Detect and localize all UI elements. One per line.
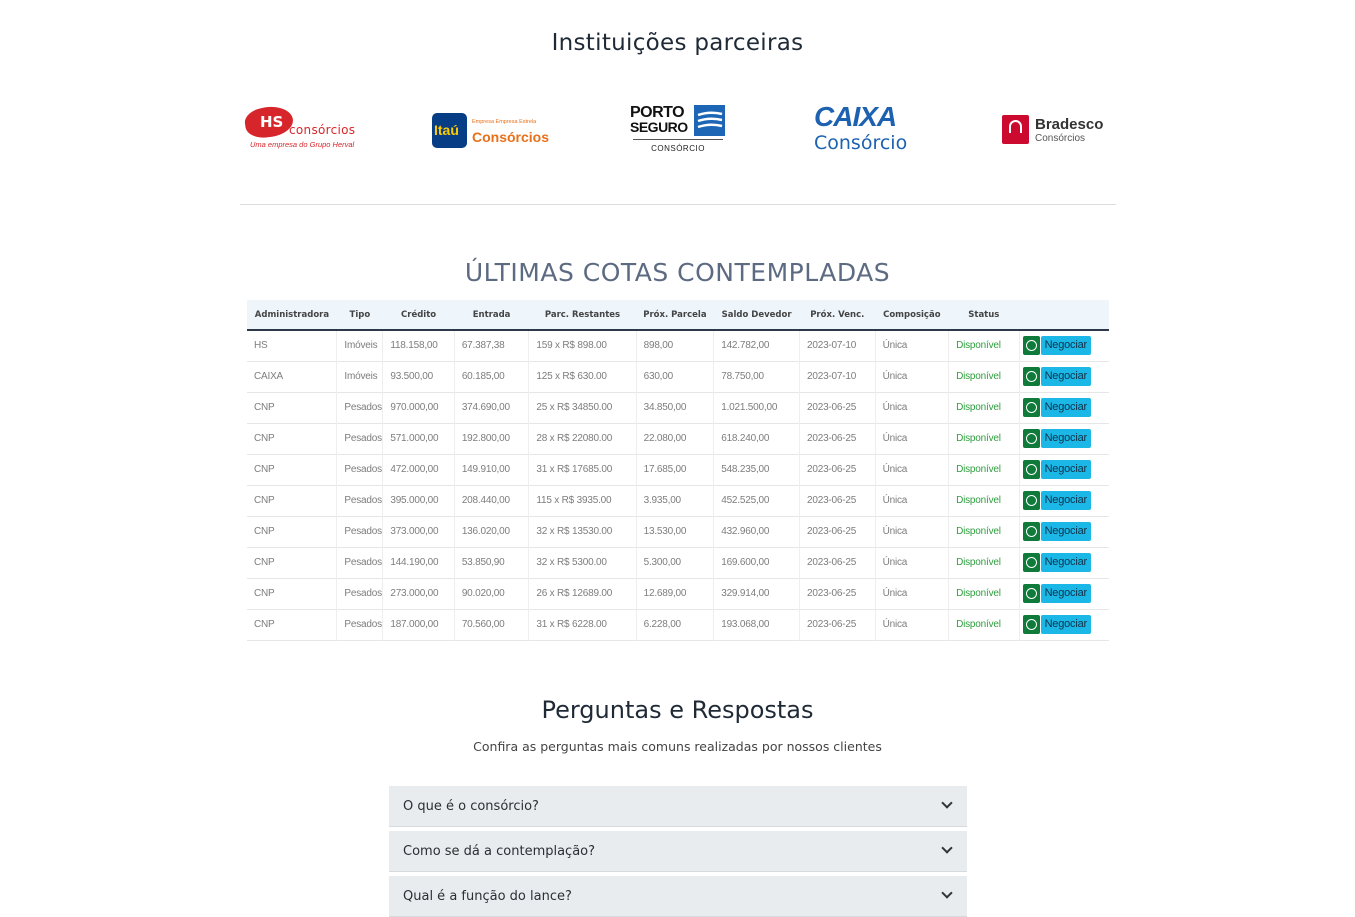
porto-seguro-logo[interactable] [628,95,728,165]
cell-entrada: 53.850,90 [454,547,529,578]
cell-parc-restantes: 25 x R$ 34850.00 [529,392,636,423]
header-prox-parcela: Próx. Parcela [643,309,707,320]
cell-tipo: Pesados [337,423,383,454]
itau-logo-name: Consórcios [472,129,550,145]
faq-item-contemplation[interactable] [389,831,967,872]
cell-prox-parcela: 34.850,00 [636,392,714,423]
whatsapp-icon[interactable] [1023,553,1040,572]
cell-status: Disponível [949,361,1019,392]
negociar-button[interactable]: Negociar [1041,584,1091,603]
cell-credito: 472.000,00 [383,454,454,485]
header-tipo: Tipo [349,309,371,320]
cell-entrada: 149.910,00 [454,454,529,485]
whatsapp-icon[interactable] [1023,491,1040,510]
header-administradora: Administradora [254,309,330,320]
table-row [247,547,1109,578]
cell-saldo-devedor: 329.914,00 [714,578,800,609]
cell-tipo: Imóveis [337,361,383,392]
whatsapp-icon[interactable] [1023,615,1040,634]
faq-subtitle: Confira as perguntas mais comuns realizadas por nossos clientes [473,739,882,754]
cell-parc-restantes: 159 x R$ 898.00 [529,330,636,361]
cell-entrada: 60.185,00 [454,361,529,392]
header-composicao: Composição [883,309,941,320]
cell-administradora: CNP [247,423,337,454]
header-entrada: Entrada [472,309,511,320]
cell-saldo-devedor: 169.600,00 [714,547,800,578]
cell-composicao: Única [875,330,949,361]
cell-parc-restantes: 28 x R$ 22080.00 [529,423,636,454]
cell-administradora: CNP [247,392,337,423]
cell-status: Disponível [949,516,1019,547]
cell-prox-venc: 2023-06-25 [799,609,875,640]
table-row [247,485,1109,516]
cell-parc-restantes: 115 x R$ 3935.00 [529,485,636,516]
itau-consorcios-logo[interactable] [432,95,557,165]
cell-composicao: Única [875,423,949,454]
cell-status: Disponível [949,485,1019,516]
cell-prox-venc: 2023-06-25 [799,423,875,454]
faq-question: Como se dá a contemplação? [403,844,596,859]
caixa-logo-name: CAIXA [814,101,897,132]
cell-credito: 118.158,00 [383,330,454,361]
table-row [247,361,1109,392]
cell-prox-venc: 2023-06-25 [799,485,875,516]
table-row [247,516,1109,547]
table-row [247,423,1109,454]
porto-logo-line2: SEGURO [630,119,688,135]
cell-composicao: Única [875,547,949,578]
table-row [247,454,1109,485]
header-credito: Crédito [401,309,437,320]
cell-saldo-devedor: 142.782,00 [714,330,800,361]
cell-tipo: Pesados [337,392,383,423]
whatsapp-icon[interactable] [1023,336,1040,355]
chevron-down-icon [941,887,952,898]
cell-administradora: CNP [247,516,337,547]
porto-flag-icon [694,105,725,136]
itau-logo-text: Itaú [434,122,459,138]
cell-tipo: Pesados [337,454,383,485]
quotas-title: ÚLTIMAS COTAS CONTEMPLADAS [464,258,891,287]
partner-logos [240,95,1116,165]
itau-logo-mark [432,113,467,148]
cell-prox-venc: 2023-07-10 [799,361,875,392]
header-parc-restantes: Parc. Restantes [544,309,621,320]
cell-administradora: CNP [247,609,337,640]
cell-prox-venc: 2023-07-10 [799,330,875,361]
negociar-button[interactable]: Negociar [1041,367,1091,386]
negociar-button[interactable]: Negociar [1041,460,1091,479]
cell-credito: 373.000,00 [383,516,454,547]
table-row [247,330,1109,361]
cell-prox-parcela: 898,00 [636,330,714,361]
cell-actions [1019,330,1109,361]
header-actions [1019,300,1109,330]
cell-saldo-devedor: 193.068,00 [714,609,800,640]
cell-credito: 571.000,00 [383,423,454,454]
cell-tipo: Pesados [337,547,383,578]
cell-actions [1019,454,1109,485]
negociar-button[interactable]: Negociar [1041,398,1091,417]
cell-prox-venc: 2023-06-25 [799,516,875,547]
cell-parc-restantes: 31 x R$ 6228.00 [529,609,636,640]
cell-saldo-devedor: 548.235,00 [714,454,800,485]
cell-composicao: Única [875,454,949,485]
cell-credito: 187.000,00 [383,609,454,640]
cell-credito: 144.190,00 [383,547,454,578]
cell-status: Disponível [949,330,1019,361]
cell-administradora: CAIXA [247,361,337,392]
section-divider [240,204,1116,205]
faq-item-what-is[interactable] [389,786,967,827]
negociar-button[interactable]: Negociar [1041,615,1091,634]
chevron-down-icon [941,797,952,808]
cell-entrada: 136.020,00 [454,516,529,547]
cell-administradora: CNP [247,547,337,578]
porto-logo-sub: CONSÓRCIO [651,144,705,153]
cell-status: Disponível [949,454,1019,485]
cell-status: Disponível [949,392,1019,423]
cell-actions [1019,361,1109,392]
cell-entrada: 208.440,00 [454,485,529,516]
cell-composicao: Única [875,516,949,547]
cell-saldo-devedor: 1.021.500,00 [714,392,800,423]
cell-status: Disponível [949,578,1019,609]
cell-status: Disponível [949,547,1019,578]
negociar-button[interactable]: Negociar [1041,491,1091,510]
cell-administradora: HS [247,330,337,361]
caixa-consorcio-logo[interactable] [814,95,924,165]
bradesco-consorcios-logo[interactable] [1002,95,1112,165]
cell-parc-restantes: 26 x R$ 12689.00 [529,578,636,609]
cell-entrada: 70.560,00 [454,609,529,640]
table-row [247,578,1109,609]
cell-saldo-devedor: 452.525,00 [714,485,800,516]
whatsapp-icon[interactable] [1023,522,1040,541]
cell-composicao: Única [875,578,949,609]
cell-prox-venc: 2023-06-25 [799,547,875,578]
hs-logo-tagline: Uma empresa do Grupo Herval [250,140,355,149]
cell-prox-venc: 2023-06-25 [799,454,875,485]
cell-saldo-devedor: 618.240,00 [714,423,800,454]
whatsapp-icon[interactable] [1023,584,1040,603]
cell-actions [1019,392,1109,423]
cell-prox-parcela: 5.300,00 [636,547,714,578]
faq-item-bid-function[interactable] [389,876,967,917]
cell-credito: 395.000,00 [383,485,454,516]
negociar-button[interactable]: Negociar [1041,336,1091,355]
cell-composicao: Única [875,609,949,640]
bradesco-logo-name: Bradesco [1035,116,1104,133]
table-header-row [247,300,1109,330]
cell-saldo-devedor: 432.960,00 [714,516,800,547]
cell-credito: 93.500,00 [383,361,454,392]
whatsapp-icon[interactable] [1023,460,1040,479]
cell-composicao: Única [875,361,949,392]
faq-question: O que é o consórcio? [403,799,539,814]
faq-title: Perguntas e Respostas [541,696,814,724]
cell-administradora: CNP [247,454,337,485]
cell-actions [1019,423,1109,454]
cell-parc-restantes: 31 x R$ 17685.00 [529,454,636,485]
header-prox-venc: Próx. Venc. [810,309,865,320]
cell-prox-venc: 2023-06-25 [799,392,875,423]
cell-entrada: 374.690,00 [454,392,529,423]
cell-credito: 273.000,00 [383,578,454,609]
table-row [247,392,1109,423]
cell-prox-parcela: 630,00 [636,361,714,392]
cell-parc-restantes: 125 x R$ 630.00 [529,361,636,392]
cell-composicao: Única [875,485,949,516]
bradesco-logo-sub: Consórcios [1035,133,1086,144]
hs-logo-text: HS [260,113,284,131]
whatsapp-icon[interactable] [1023,429,1040,448]
itau-logo-small: Empresa Empresa Estrela [472,119,537,125]
cell-administradora: CNP [247,485,337,516]
negociar-button[interactable]: Negociar [1041,553,1091,572]
cell-parc-restantes: 32 x R$ 5300.00 [529,547,636,578]
cell-saldo-devedor: 78.750,00 [714,361,800,392]
quotas-table [247,300,1109,641]
table-row [247,609,1109,640]
cell-actions [1019,609,1109,640]
faq-question: Qual é a função do lance? [403,889,572,904]
cell-actions [1019,578,1109,609]
cell-administradora: CNP [247,578,337,609]
table-body [247,330,1109,640]
hs-logo-name: consórcios [289,123,356,137]
cell-tipo: Pesados [337,485,383,516]
cell-status: Disponível [949,609,1019,640]
cell-parc-restantes: 32 x R$ 13530.00 [529,516,636,547]
cell-tipo: Imóveis [337,330,383,361]
bradesco-tree-icon [1002,115,1029,144]
partners-title: Instituições parceiras [551,30,804,56]
cell-tipo: Pesados [337,516,383,547]
negociar-button[interactable]: Negociar [1041,429,1091,448]
cell-actions [1019,547,1109,578]
header-status: Status [968,309,1000,320]
cell-actions [1019,516,1109,547]
hs-consorcios-logo[interactable] [245,95,365,165]
cell-entrada: 67.387,38 [454,330,529,361]
cell-entrada: 192.800,00 [454,423,529,454]
porto-logo-divider [633,139,723,140]
cell-prox-parcela: 17.685,00 [636,454,714,485]
cell-tipo: Pesados [337,609,383,640]
cell-prox-parcela: 3.935,00 [636,485,714,516]
negociar-button[interactable]: Negociar [1041,522,1091,541]
whatsapp-icon[interactable] [1023,398,1040,417]
chevron-down-icon [941,842,952,853]
caixa-logo-sub: Consórcio [814,132,908,154]
cell-entrada: 90.020,00 [454,578,529,609]
cell-tipo: Pesados [337,578,383,609]
cell-credito: 970.000,00 [383,392,454,423]
cell-prox-parcela: 6.228,00 [636,609,714,640]
cell-prox-parcela: 12.689,00 [636,578,714,609]
cell-actions [1019,485,1109,516]
cell-prox-venc: 2023-06-25 [799,578,875,609]
cell-prox-parcela: 13.530,00 [636,516,714,547]
cell-composicao: Única [875,392,949,423]
header-saldo-devedor: Saldo Devedor [721,309,792,320]
whatsapp-icon[interactable] [1023,367,1040,386]
cell-status: Disponível [949,423,1019,454]
porto-logo-line1: PORTO [630,104,685,121]
cell-prox-parcela: 22.080,00 [636,423,714,454]
